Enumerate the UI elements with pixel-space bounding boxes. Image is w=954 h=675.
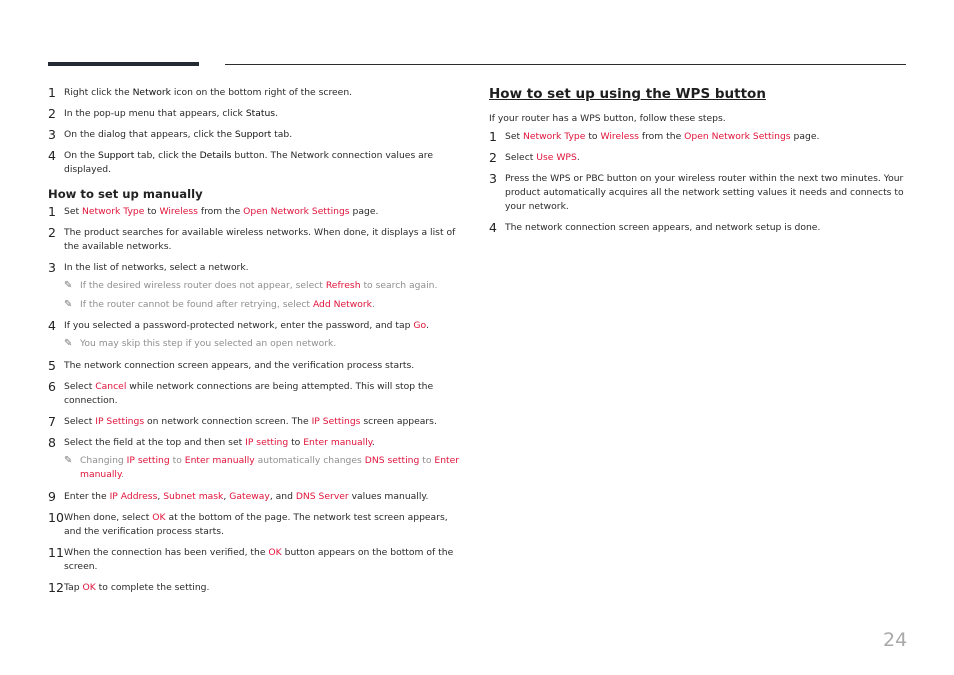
step-number: 4 [489,220,497,235]
step-item [48,359,460,373]
text-run: . [372,298,375,310]
step-number: 4 [48,318,56,333]
step-item [489,221,907,235]
step-item [48,436,460,450]
step-text [64,149,460,177]
step-number: 11 [48,544,64,560]
text-run: tab. [271,129,293,140]
step-number: 3 [48,260,56,275]
note-text [80,279,460,294]
step-item [48,107,460,121]
text-run: while network connections are being attempted. This will stop the connection. [64,380,434,406]
highlight-term: Open Network Settings [243,206,350,217]
text-run: Select the field at the top and then set [64,436,246,448]
right-column [489,82,907,235]
text-run: On the dialog that appears, click the [64,129,235,140]
step-item [48,511,460,539]
highlight-term: OK [152,511,166,523]
text-run: from the [197,206,244,217]
note-text [80,454,460,483]
step-item [48,490,460,504]
note-text [80,298,460,313]
text-run: When the connection has been verified, the [64,546,269,558]
step-number: 1 [48,85,56,100]
text-run: to [144,206,160,217]
text-run: The network connection screen appears, and network setup is done. [505,222,821,233]
text-run: The product searches for available wireless networks. When done, it displays a list of the available networks. [64,227,456,252]
highlight-term: DNS setting [364,454,420,466]
step-number: 5 [48,357,56,373]
step-number: 12 [48,579,64,595]
text-run: values manually. [348,490,429,502]
step-item [489,130,907,144]
text-run: . [275,108,279,119]
pencil-note-icon: ✎ [64,280,73,291]
step-number: 7 [48,413,56,429]
step-item [48,415,460,429]
intro-steps-list [48,86,460,177]
step-text [64,205,460,219]
pencil-note-icon: ✎ [64,338,73,349]
step-item [48,380,460,408]
text-run: , [157,490,164,502]
step-text [64,380,460,408]
text-run: Set [64,206,83,217]
manual-steps-list [48,205,460,595]
highlight-term: Add Network [312,298,373,310]
text-run: button appears on the bottom of the screen. [64,546,454,572]
step-text [64,581,460,595]
step-text [64,128,460,142]
highlight-term: Cancel [95,380,127,392]
step-number: 3 [48,127,56,142]
step-item [48,581,460,595]
text-run: On the [64,150,98,161]
text-run: to complete the setting. [95,581,210,593]
step-item [48,261,460,275]
text-run: to [288,436,304,448]
highlight-term: IP Address [109,490,158,502]
wps-heading: How to set up using the WPS button [489,86,766,102]
wps-intro: If your router has a WPS button, follow these steps. [489,113,726,124]
text-run: Select [505,152,537,163]
text-run: , [223,490,230,502]
note-item [48,298,460,313]
step-text [64,415,460,429]
ui-term: Support [97,150,135,161]
header-bar-thick [48,62,199,66]
highlight-term: Gateway [229,490,270,502]
step-number: 2 [48,225,56,240]
text-run: If the desired wireless router does not appear, select [80,280,326,291]
step-text [505,172,907,214]
text-run: When done, select [64,511,153,523]
text-run: In the pop-up menu that appears, click [64,108,246,119]
step-text [64,436,460,450]
highlight-term: OK [268,546,282,558]
pencil-note-icon: ✎ [64,454,73,466]
text-run: You may skip this step if you selected an open network. [80,338,337,349]
highlight-term: Network Type [523,131,586,142]
step-number: 6 [48,378,56,394]
highlight-term: OK [82,581,96,593]
step-number: 8 [48,434,56,450]
step-item [489,151,907,165]
header-rule [225,64,906,65]
step-number: 2 [48,106,56,121]
text-run: at the bottom of the page. The network test screen appears, and the verification process starts. [64,511,448,537]
step-text [64,546,460,574]
step-item [48,226,460,254]
highlight-term: Enter manually [303,436,372,448]
text-run: tab, click the [134,150,200,161]
text-run: to search again. [360,280,438,291]
text-run: to [419,454,435,466]
manual-heading: How to set up manually [48,187,203,201]
text-run: Select [64,415,96,427]
left-column [48,82,460,595]
step-text [64,490,460,504]
text-run: Set [505,131,524,142]
step-text [64,359,460,373]
ui-term: Details [199,150,232,161]
text-run: Press the WPS or PBC button on your wireless router within the next two minutes. Your product automatically acquires all the network setting values it needs and connects to your network. [505,173,904,212]
highlight-term: IP Settings [311,415,361,427]
text-run: Changing [80,454,127,466]
page-number: 24 [883,629,908,651]
ui-term: Network [132,87,171,98]
text-run: screen appears. [360,415,437,427]
text-run: on network connection screen. The [144,415,312,427]
step-item [48,546,460,574]
wps-steps-list [489,130,907,235]
step-number: 1 [48,204,56,219]
highlight-term: Enter manually [184,454,255,466]
step-text [64,261,460,275]
highlight-term: Subnet mask [163,490,224,502]
text-run: , and [269,490,296,502]
step-item [48,128,460,142]
text-run: . [426,320,429,331]
step-number: 3 [489,171,497,186]
text-run: . [121,469,125,480]
step-item [48,86,460,100]
highlight-term: Use WPS [536,152,577,163]
step-number: 2 [489,150,497,165]
note-item [48,337,460,352]
note-text [80,337,460,352]
highlight-term: Wireless [159,206,198,217]
text-run: page. [349,206,379,217]
note-item [48,454,460,483]
highlight-term: Refresh [325,280,361,291]
highlight-term: IP Settings [95,415,145,427]
step-text [64,107,460,121]
step-item [489,172,907,214]
text-run: from the [638,131,685,142]
step-text [505,130,907,144]
text-run: to [169,454,185,466]
step-text [64,319,460,333]
step-item [48,149,460,177]
text-run: button. The Network connection values are displayed. [64,150,434,175]
highlight-term: IP setting [245,436,289,448]
step-number: 9 [48,488,56,504]
step-item [48,319,460,333]
step-number: 4 [48,148,56,163]
highlight-term: DNS Server [295,490,349,502]
step-item [48,205,460,219]
text-run: . [371,436,375,448]
text-run: to [585,131,601,142]
step-text [64,86,460,100]
step-number: 1 [489,129,497,144]
highlight-term: Open Network Settings [684,131,791,142]
highlight-term: Go [413,320,427,331]
ui-term: Support [234,129,272,140]
note-item [48,279,460,294]
text-run: page. [790,131,820,142]
step-number: 10 [48,509,64,525]
text-run: Enter the [64,490,110,502]
text-run: automatically changes [254,454,365,466]
highlight-term: Network Type [82,206,145,217]
text-run: The network connection screen appears, and the verification process starts. [64,359,415,371]
text-run: If you selected a password-protected network, enter the password, and tap [64,320,414,331]
highlight-term: Wireless [600,131,639,142]
text-run: Right click the [64,87,133,98]
text-run: . [576,152,580,163]
step-text [505,221,907,235]
text-run: icon on the bottom right of the screen. [170,87,353,98]
step-text [505,151,907,165]
step-text [64,226,460,254]
ui-term: Status [245,108,276,119]
text-run: Select [64,380,96,392]
step-text [64,511,460,539]
pencil-note-icon: ✎ [64,298,73,310]
highlight-term: Enter manually [80,454,460,480]
text-run: Tap [64,581,83,593]
highlight-term: IP setting [126,454,170,466]
text-run: If the router cannot be found after retrying, select [80,298,313,310]
text-run: In the list of networks, select a network. [64,262,249,273]
